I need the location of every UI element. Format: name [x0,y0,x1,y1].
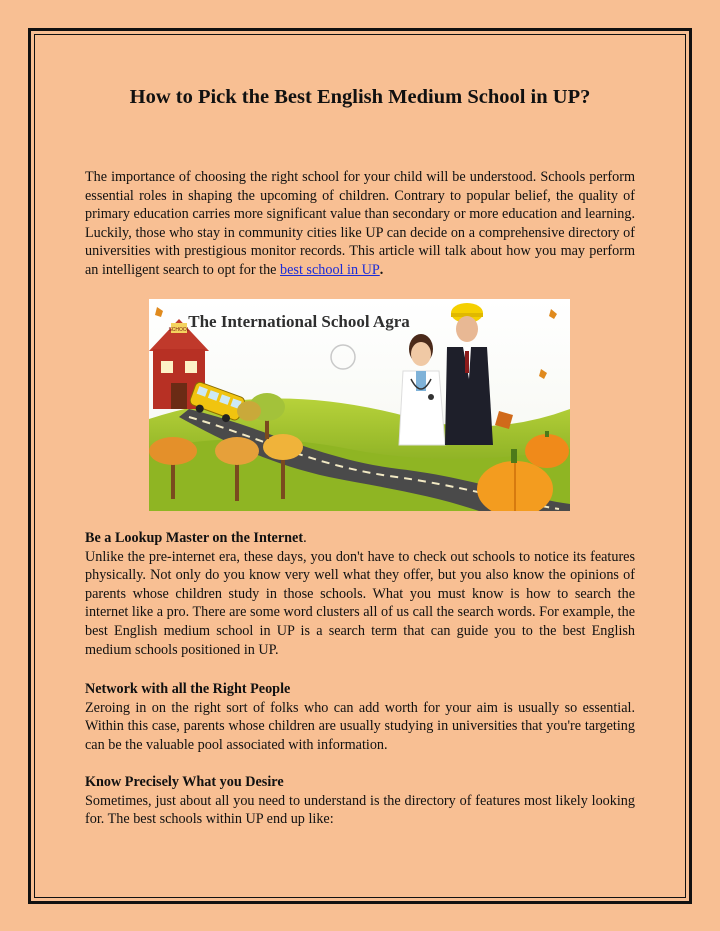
section-lookup [85,529,635,659]
banner-text: The International School Agra [188,312,410,331]
section-network [85,680,635,754]
section-heading: Be a Lookup Master on the Internet. [85,530,307,546]
section-body: Sometimes, just about all you need to understand is the directory of features most likely looking for. The best schools within UP end up like: [85,792,635,828]
section-heading: Know Precisely What you Desire [85,774,284,790]
best-school-link[interactable]: best school in UP [280,261,380,278]
section-body: Zeroing in on the right sort of folks who can add worth for your aim is usually so essential. Within this case, parents whose children are usually studying in universities that you're targeting can be the valuable pool associated with information. [85,699,635,753]
school-sign-text: SCHOOL [168,327,190,333]
section-body: Unlike the pre-internet era, these days, you don't have to check out schools to notice its features physically. Not only do you know very well what they offer, but you also know the opinions of parents whose children study in those schools. What you must know is how to search the internet like a pro. There are some word clusters all of us call the search words. For example, the best English medium school in UP is a search term that can guide you to the best English medium schools positioned in UP. [85,548,635,658]
intro-end: . [379,261,384,278]
document-title: How to Pick the Best English Medium School in UP? [129,86,591,108]
section-know [85,773,635,829]
intro-paragraph [85,168,635,280]
school-hero-image [149,299,570,511]
section-heading: Network with all the Right People [85,681,291,697]
intro-text: The importance of choosing the right school for your child will be understood. Schools perform essential roles in shaping the upcoming of children. Contrary to popular belief, the quality of primary education carries more significant value than secondary or more education and learning. Luckily, those who stay in community cities like UP can decide on a comprehensive directory of universities with prestigious monitor records. This article will talk about how you may perform an intelligent search to opt for the [85,169,635,278]
